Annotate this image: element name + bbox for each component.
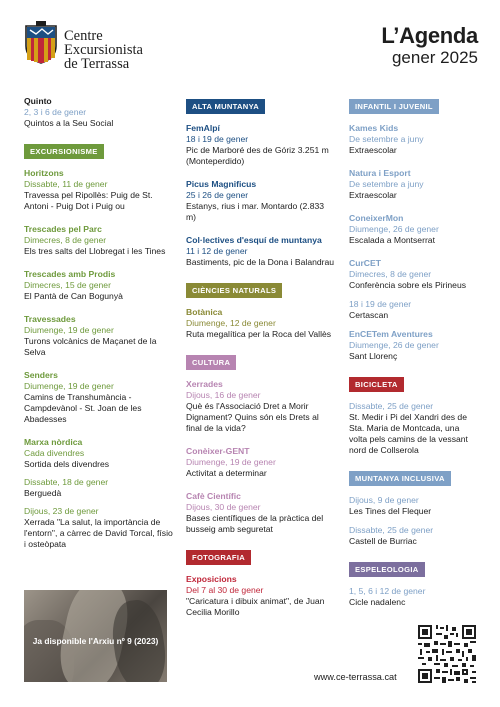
event-inclusiva-burriac [349, 525, 479, 547]
event-date: De setembre a juny [349, 179, 424, 189]
event-xerrada-salut [24, 506, 174, 550]
event-quinto [24, 96, 174, 129]
website-link[interactable]: www.ce-terrassa.cat [314, 672, 397, 682]
event-title: Natura i Esport [349, 168, 411, 178]
event-date: Diumenge, 19 de gener [24, 381, 114, 391]
event-title: Horitzons [24, 168, 64, 178]
event-curcet [349, 258, 479, 291]
event-date: Del 7 al 30 de gener [186, 585, 264, 595]
event-title: Kames Kids [349, 123, 399, 133]
event-coneixer-gent [186, 446, 336, 479]
event-description: Sortida dels divendres [24, 459, 110, 469]
event-date: Dissabte, 25 de gener [349, 401, 434, 411]
event-date: Dimecres, 8 de gener [349, 269, 432, 279]
promo-text: Ja disponible l'Arxiu nº 9 (2023) [32, 636, 159, 646]
club-logo [24, 20, 143, 71]
event-date: Dijous, 9 de gener [349, 495, 419, 505]
event-title: Travessades [24, 314, 76, 324]
event-date: 1, 5, 6 i 12 de gener [349, 586, 426, 596]
agenda-title: L’Agenda [381, 23, 478, 48]
section-bicicleta: BICICLETA [349, 377, 404, 392]
column-1 [24, 96, 174, 562]
event-title: CurCET [349, 258, 381, 268]
event-description: Sant Llorenç [349, 351, 398, 361]
event-picus-magnificus [186, 179, 336, 223]
section-fotografia: FOTOGRAFIA [186, 550, 251, 565]
event-description: Berguedà [24, 488, 62, 498]
event-date: 2, 3 i 6 de gener [24, 107, 87, 117]
event-description: "Caricatura i dibuix animat", de Juan Cecilia Morillo [186, 596, 325, 617]
event-description: El Pantà de Can Bogunyà [24, 291, 123, 301]
event-description: Bastiments, pic de la Dona i Balandrau [186, 257, 335, 267]
event-title: ConeixerMon [349, 213, 404, 223]
event-date: Dissabte, 18 de gener [24, 477, 109, 487]
event-trescades-prodis [24, 269, 174, 302]
event-description: Quintos a la Seu Social [24, 118, 114, 128]
event-femalpi [186, 123, 336, 167]
event-description: Bases científiques de la pràctica del busseig amb seguretat [186, 513, 324, 534]
event-title: Col·lectives d'esquí de muntanya [186, 235, 322, 245]
event-title: Trescades amb Prodis [24, 269, 116, 279]
event-exposicions [186, 574, 336, 618]
org-name-line3: de Terrassa [64, 56, 130, 72]
event-description: Pic de Marboré des de Góriz 3.251 m (Monteperdido) [186, 145, 329, 166]
event-description: Escalada a Montserrat [349, 235, 435, 245]
event-marxa-nordica [24, 437, 174, 470]
event-espeleologia [349, 586, 479, 608]
event-trescades-parc [24, 224, 174, 257]
event-date: 25 i 26 de gener [186, 190, 249, 200]
event-marxa-bergueda [24, 477, 174, 499]
org-name-line1: Centre [64, 28, 103, 44]
agenda-month: gener 2025 [391, 48, 478, 67]
event-natura-esport [349, 168, 479, 201]
club-shield-icon [24, 20, 58, 64]
section-excursionisme: EXCURSIONISME [24, 144, 104, 159]
event-coneixermon [349, 213, 479, 246]
qr-code-icon[interactable] [418, 625, 476, 683]
event-title: Marxa nòrdica [24, 437, 83, 447]
event-inclusiva-tines [349, 495, 479, 517]
event-date: Dimecres, 15 de gener [24, 280, 111, 290]
event-botanica [186, 307, 336, 340]
event-description: Activitat a determinar [186, 468, 267, 478]
event-title: EnCETem Aventures [349, 329, 433, 339]
event-date: Diumenge, 26 de gener [349, 224, 439, 234]
column-2 [186, 96, 336, 630]
org-name [64, 29, 143, 71]
event-date: Diumenge, 19 de gener [24, 325, 114, 335]
event-description: Conferència sobre els Pirineus [349, 280, 467, 290]
event-date: Dissabte, 11 de gener [24, 179, 108, 189]
event-title: Cafè Científic [186, 491, 241, 501]
event-description: Camins de Transhumància - Campdevànol - St. Joan de les Abadesses [24, 392, 142, 424]
event-cafe-cientific [186, 491, 336, 535]
event-date: Dijous, 30 de gener [186, 502, 261, 512]
event-curcet-certascan [349, 299, 479, 321]
event-date: 18 i 19 de gener [186, 134, 249, 144]
event-title: FemAlpí [186, 123, 220, 133]
event-description: Què és l'Associació Dret a Morir Dignament? Quins són els Drets al final de la vida? [186, 401, 319, 433]
event-date: 18 i 19 de gener [349, 299, 412, 309]
event-title: Botànica [186, 307, 223, 317]
event-description: Les Tines del Flequer [349, 506, 432, 516]
event-description: Extraescolar [349, 145, 397, 155]
event-travessades [24, 314, 174, 358]
event-date: Diumenge, 12 de gener [186, 318, 276, 328]
event-description: Cicle nadalenc [349, 597, 406, 607]
event-title: Xerrades [186, 379, 223, 389]
event-description: Els tres salts del Llobregat i les Tines [24, 246, 166, 256]
event-description: Certascan [349, 310, 389, 320]
event-date: 11 i 12 de gener [186, 246, 248, 256]
event-title: Exposicions [186, 574, 237, 584]
section-alta-muntanya: ALTA MUNTANYA [186, 99, 265, 114]
column-3 [349, 96, 479, 620]
event-description: Turons volcànics de Maçanet de la Selva [24, 336, 157, 357]
section-muntanya-inclusiva: MUNTANYA INCLUSIVA [349, 471, 451, 486]
event-description: St. Medir i Pi del Xandri des de Sta. Maria de Montcada, una volta pels camins de la vessant nord de Collserola [349, 412, 468, 455]
event-date: Dimecres, 8 de gener [24, 235, 107, 245]
event-date: Diumenge, 19 de gener [186, 457, 276, 467]
event-description: Xerrada "La salut, la importància de l'entorn", a càrrec de David Torcal, físio i osteòpata [24, 517, 173, 549]
arxiu-promo-image[interactable] [24, 590, 167, 682]
event-encetem-aventures [349, 329, 479, 362]
agenda-header [381, 24, 478, 68]
event-kames-kids [349, 123, 479, 156]
event-description: Extraescolar [349, 190, 397, 200]
event-title: Quinto [24, 96, 52, 106]
event-description: Travessa pel Ripollès: Puig de St. Antoni - Puig Dot i Puig ou [24, 190, 153, 211]
event-title: Trescades pel Parc [24, 224, 102, 234]
event-date: Dijous, 16 de gener [186, 390, 261, 400]
section-infantil-juvenil: INFANTIL I JUVENIL [349, 99, 439, 114]
event-date: De setembre a juny [349, 134, 424, 144]
section-espeleologia: ESPELEOLOGIA [349, 562, 425, 577]
event-title: Senders [24, 370, 58, 380]
event-date: Diumenge, 26 de gener [349, 340, 439, 350]
section-cultura: CULTURA [186, 355, 236, 370]
event-description: Estanys, rius i mar. Montardo (2.833 m) [186, 201, 325, 222]
event-date: Dijous, 23 de gener [24, 506, 99, 516]
event-bicicleta [349, 401, 479, 456]
event-description: Castell de Burriac [349, 536, 417, 546]
event-xerrades [186, 379, 336, 434]
event-senders [24, 370, 174, 425]
event-date: Dissabte, 25 de gener [349, 525, 434, 535]
org-name-line2: Excursionista [64, 42, 143, 58]
section-ciencies-naturals: CIÈNCIES NATURALS [186, 283, 282, 298]
event-title: Conèixer-GENT [186, 446, 250, 456]
event-date: Cada divendres [24, 448, 85, 458]
event-collectives-esqui [186, 235, 336, 268]
event-description: Ruta megalítica per la Roca del Vallès [186, 329, 332, 339]
event-horitzons [24, 168, 174, 212]
event-title: Picus Magnificus [186, 179, 257, 189]
